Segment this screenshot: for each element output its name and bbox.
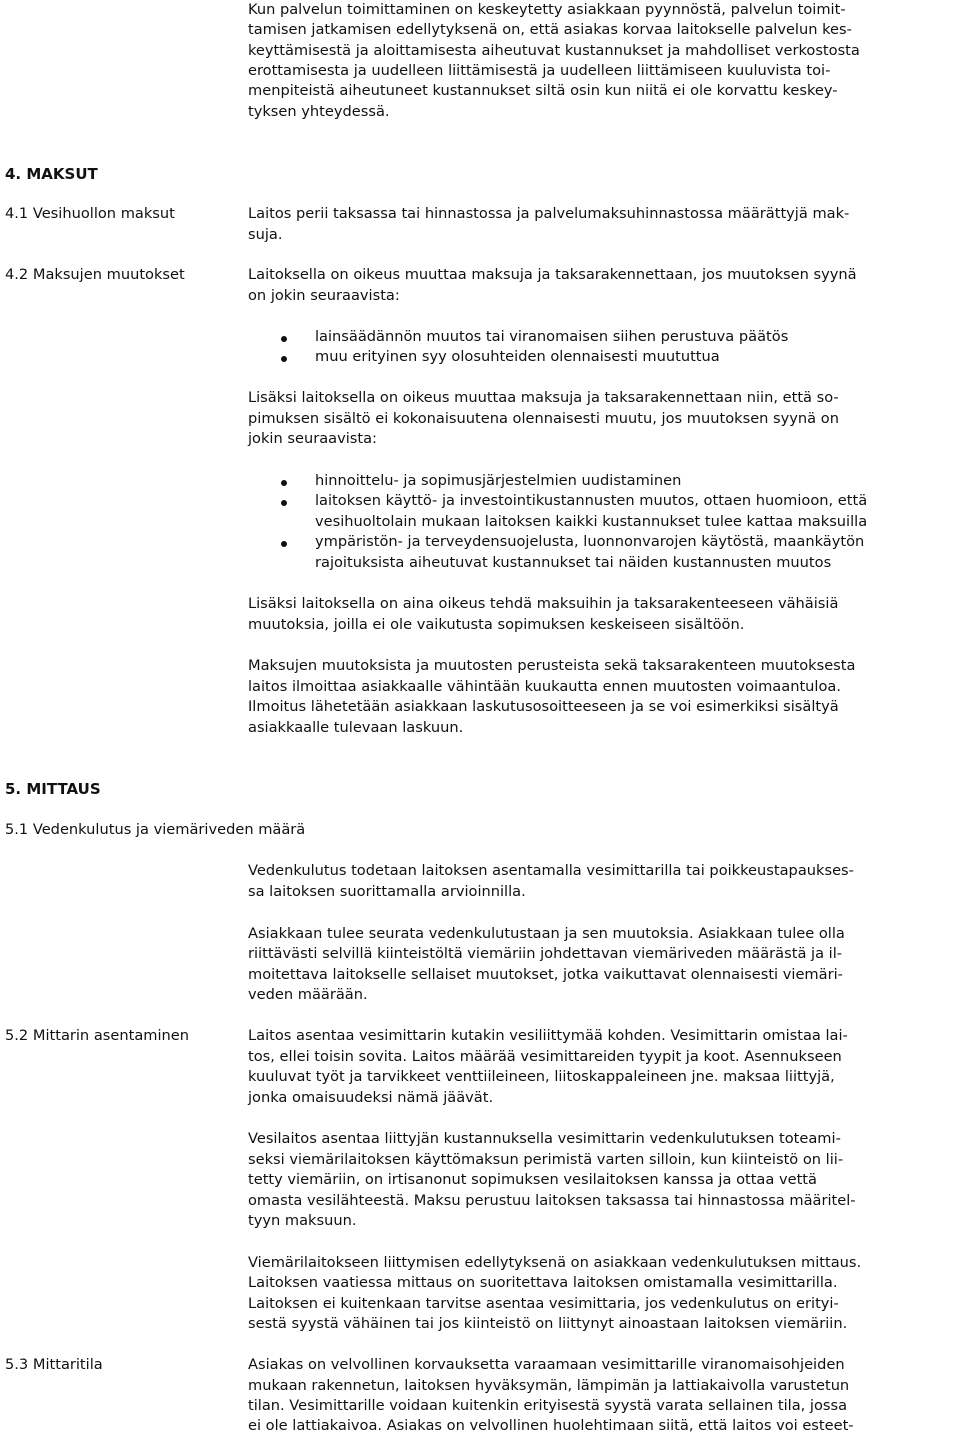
text-line: kuuluvat työt ja tarvikkeet venttiileineen, liitoskappaleineen jne. maksaa liittyjä,: [248, 1068, 835, 1085]
text-line: omasta vesilähteestä. Maksu perustuu laitoksen taksassa tai hinnastossa määritel-: [248, 1192, 856, 1209]
subsection-label-4-2: 4.2 Maksujen muutokset: [5, 266, 185, 283]
text-line: mukaan rakennetun, laitoksen hyväksymän, lämpimän ja lattiakaivolla varustetun: [248, 1377, 850, 1394]
text-line: seksi viemärilaitoksen käyttömaksun perimistä varten silloin, kun kiinteistö on lii-: [248, 1151, 844, 1168]
text-line: Laitoksen vaatiessa mittaus on suoritettava laitoksen omistamalla vesimittarilla.: [248, 1274, 838, 1291]
text-line: laitos ilmoittaa asiakkaalle vähintään kuukautta ennen muutosten voimaantuloa.: [248, 678, 841, 695]
text-line: Maksujen muutoksista ja muutosten perusteista sekä taksarakenteen muutoksesta: [248, 657, 856, 674]
text-line: suja.: [248, 226, 283, 243]
list-item-continuation: vesihuoltolain mukaan laitoksen kaikki kustannukset tulee kattaa maksuilla: [315, 513, 868, 530]
text-line: Laitos perii taksassa tai hinnastossa ja palvelumaksuhinnastossa määrättyjä mak-: [248, 205, 850, 222]
text-line: jonka omaisuudeksi nämä jäävät.: [248, 1089, 494, 1106]
list-item-continuation: rajoituksista aiheutuvat kustannukset tai näiden kustannusten muutos: [315, 554, 832, 571]
bullet-icon: [281, 356, 287, 362]
text-line: Lisäksi laitoksella on oikeus muuttaa maksuja ja taksarakennettaan niin, että so-: [248, 389, 839, 406]
text-line: Viemärilaitokseen liittymisen edellytyksenä on asiakkaan vedenkulutuksen mittaus.: [248, 1254, 862, 1271]
text-line: ei ole lattiakaivoa. Asiakas on velvollinen huolehtimaan siitä, että laitos voi esteet-: [248, 1417, 854, 1434]
bullet-icon: [281, 336, 287, 342]
text-line: pimuksen sisältö ei kokonaisuutena olennaisesti muutu, jos muutoksen syynä on: [248, 410, 839, 427]
text-line: tyksen yhteydessä.: [248, 103, 390, 120]
subsection-label-5-1: 5.1 Vedenkulutus ja viemäriveden määrä: [5, 821, 306, 838]
text-line: Vesilaitos asentaa liittyjän kustannuksella vesimittarin vedenkulutuksen toteami-: [248, 1130, 841, 1147]
bullet-icon: [281, 480, 287, 486]
text-line: tamisen jatkamisen edellytyksenä on, että asiakas korvaa laitokselle palvelun kes-: [248, 21, 852, 38]
text-line: sestä syystä vähäinen tai jos kiinteistö on liittynyt ainoastaan laitoksen viemäriin.: [248, 1315, 848, 1332]
text-line: on jokin seuraavista:: [248, 287, 400, 304]
text-line: muutoksia, joilla ei ole vaikutusta sopimuksen keskeiseen sisältöön.: [248, 616, 745, 633]
text-line: asiakkaalle tulevaan laskuun.: [248, 719, 464, 736]
list-item: lainsäädännön muutos tai viranomaisen siihen perustuva päätös: [315, 328, 789, 345]
list-item: ympäristön- ja terveydensuojelusta, luonnonvarojen käytöstä, maankäytön: [315, 533, 865, 550]
text-line: tyyn maksuun.: [248, 1212, 357, 1229]
subsection-label-5-3: 5.3 Mittaritila: [5, 1356, 103, 1373]
text-line: Kun palvelun toimittaminen on keskeytetty asiakkaan pyynnöstä, palvelun toimit-: [248, 1, 846, 18]
text-line: sa laitoksen suorittamalla arvioinnilla.: [248, 883, 526, 900]
text-line: tos, ellei toisin sovita. Laitos määrää vesimittareiden tyypit ja koot. Asennukseen: [248, 1048, 842, 1065]
list-item: laitoksen käyttö- ja investointikustannusten muutos, ottaen huomioon, että: [315, 492, 868, 509]
text-line: riittävästi selvillä kiinteistöltä viemäriin johdettavan viemäriveden määrästä ja il-: [248, 945, 843, 962]
text-line: Laitos asentaa vesimittarin kutakin vesiliittymää kohden. Vesimittarin omistaa lai-: [248, 1027, 848, 1044]
subsection-label-4-1: 4.1 Vesihuollon maksut: [5, 205, 175, 222]
text-line: Ilmoitus lähetetään asiakkaan laskutusosoitteeseen ja se voi esimerkiksi sisältyä: [248, 698, 839, 715]
text-line: Asiakas on velvollinen korvauksetta varaamaan vesimittarille viranomaisohjeiden: [248, 1356, 845, 1373]
text-line: menpiteistä aiheutuneet kustannukset siltä osin kun niitä ei ole korvattu keskey-: [248, 82, 838, 99]
text-line: veden määrään.: [248, 986, 368, 1003]
list-item: hinnoittelu- ja sopimusjärjestelmien uudistaminen: [315, 472, 682, 489]
bullet-icon: [281, 500, 287, 506]
text-line: Lisäksi laitoksella on aina oikeus tehdä maksuihin ja taksarakenteeseen vähäisiä: [248, 595, 839, 612]
text-line: keyttämisestä ja aloittamisesta aiheutuvat kustannukset ja mahdolliset verkostosta: [248, 42, 860, 59]
text-line: moitettava laitokselle sellaiset muutokset, jotka vaikuttavat olennaisesti viemäri-: [248, 966, 843, 983]
section-heading-mittaus: 5. MITTAUS: [5, 780, 101, 798]
subsection-label-5-2: 5.2 Mittarin asentaminen: [5, 1027, 190, 1044]
bullet-icon: [281, 541, 287, 547]
text-line: Laitoksella on oikeus muuttaa maksuja ja taksarakennettaan, jos muutoksen syynä: [248, 266, 857, 283]
text-line: tetty viemäriin, on irtisanonut sopimuksen vesilaitoksen kanssa ja ottaa vettä: [248, 1171, 817, 1188]
text-line: erottamisesta ja uudelleen liittämisestä ja uudelleen liittämiseen kuuluvista toi-: [248, 62, 831, 79]
text-line: Asiakkaan tulee seurata vedenkulutustaan ja sen muutoksia. Asiakkaan tulee olla: [248, 925, 845, 942]
text-line: Laitoksen ei kuitenkaan tarvitse asentaa vesimittaria, jos vedenkulutus on erityi-: [248, 1295, 839, 1312]
text-line: Vedenkulutus todetaan laitoksen asentamalla vesimittarilla tai poikkeustapaukses-: [248, 862, 854, 879]
text-line: tilan. Vesimittarille voidaan kuitenkin erityisestä syystä varata sellainen tila, jossa: [248, 1397, 848, 1414]
section-heading-maksut: 4. MAKSUT: [5, 165, 98, 183]
text-line: jokin seuraavista:: [248, 430, 377, 447]
list-item: muu erityinen syy olosuhteiden olennaisesti muututtua: [315, 348, 720, 365]
